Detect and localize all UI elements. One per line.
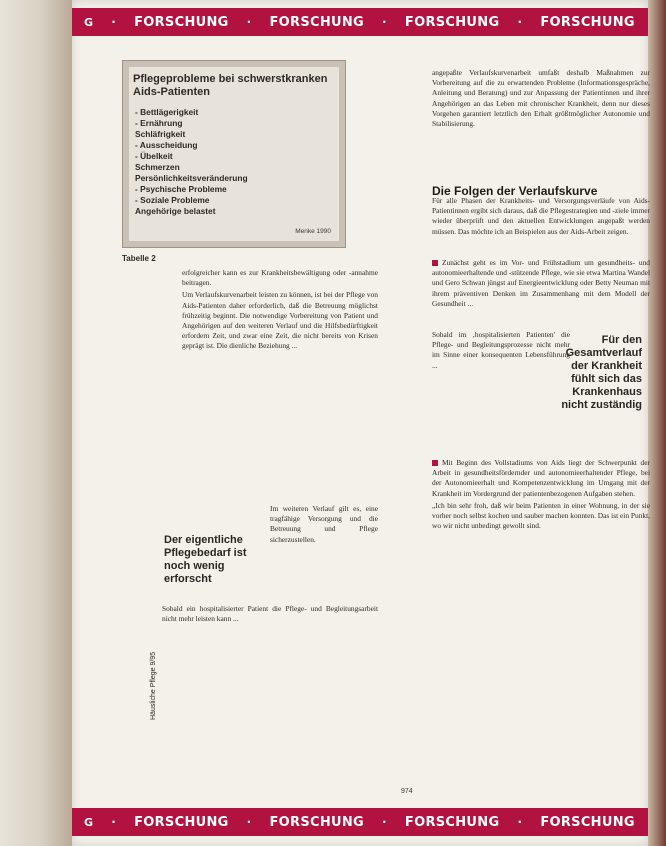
banner-dot-1: · — [111, 15, 117, 29]
top-banner — [72, 8, 648, 36]
document-page — [72, 0, 648, 846]
table-figure-item: Persönlichkeitsveränderung — [135, 173, 248, 183]
table-figure-title: Pflegeprobleme bei schwerstkranken Aids-Patienten — [133, 73, 328, 98]
banner-item-5: FORSCHUNG — [540, 14, 635, 30]
scan-left-edge — [0, 0, 72, 846]
book-right-edge — [648, 0, 666, 846]
left-para-3: Sobald ein hospitalisierter Patient die Pflege- und Begleitungsarbeit nicht mehr leisten kann ... — [162, 604, 378, 624]
bottom-banner-dot-3: · — [382, 815, 387, 829]
pull-quote-right: Für den Gesamtverlauf der Krankheit fühlt sich das Krankenhaus nicht zuständig — [561, 334, 642, 411]
left-para-2: Um Verlaufskurvenarbeit leisten zu können, ist bei der Pflege von Aids-Patienten daher erforderlich, daß die Betreuung möglichst frühzeitig beginnt. Die notwendige Vorbereitung von Patient und Angehörigen auf den weiteren Verlauf und die Hilfsbedürftigkeit erfordern Zeit, und zwar eine Zeit, die nicht bereits von Krisen geprägt ist. Die dienliche Beziehung ... — [182, 290, 378, 351]
right-column-text-1 — [432, 196, 650, 239]
banner-item-3: FORSCHUNG — [269, 14, 365, 30]
bottom-banner-dot-4: · — [517, 815, 523, 829]
right-para-4-text: Mit Beginn des Vollstadiums von Aids liegt der Schwerpunkt der Arbeit in gesundheitsfördernder und autonomieerhaltender Pflege, bei der Autonomieerhalt und Kompetenzentwicklung im Umgang mit der Krankheit im Vordergrund der patientenbezogenen Aufgaben stehen. — [432, 458, 650, 498]
table-figure-item: Angehörige belastet — [135, 206, 216, 216]
right-para-5: „Ich bin sehr froh, daß wir beim Patienten in einer Wohnung, in der sie vorher noch selbst kochen und sauber machen konnten. Das ist ein Punkt, wo wir nicht unbedingt gewollt sind. — [432, 500, 650, 531]
table-figure-item: Schläfrigkeit — [135, 129, 186, 139]
table-figure-source: Menke 1990 — [295, 228, 331, 235]
right-column-intro — [432, 68, 650, 131]
table-figure-list — [135, 107, 325, 217]
table-figure-item: Schmerzen — [135, 162, 180, 172]
table-figure-item: - Ernährung — [135, 118, 183, 128]
bullet-square-icon — [432, 460, 438, 466]
bottom-banner-item-1: G — [84, 815, 94, 829]
table-figure-item: - Soziale Probleme — [135, 195, 210, 205]
page-number: 974 — [401, 788, 413, 795]
right-para-4 — [432, 458, 650, 499]
table-figure-item: - Psychische Probleme — [135, 184, 227, 194]
banner-item-2: FORSCHUNG — [134, 14, 229, 30]
left-column-text-2 — [162, 604, 378, 626]
right-intro-para: angepaßte Verlaufskurvenarbeit umfaßt deshalb Maßnahmen zur Vorbereitung auf die zu erwartenden Probleme (Informationsgespräche, Anleitung und Beratung) und zur Anpassung der Patientinnen und ihrer Angehörigen an das Leben mit chronischer Krankheit, denn nur dieses Vorgehen garantiert letztlich den Erhalt größtmöglicher Autonomie und Stabilisierung. — [432, 68, 650, 129]
bottom-banner-item-3: FORSCHUNG — [269, 814, 365, 830]
banner-dot-3: · — [382, 15, 387, 29]
table-figure-item: - Bettlägerigkeit — [135, 107, 199, 117]
banner-dot-4: · — [517, 15, 523, 29]
right-para-2-text: Zunächst geht es im Vor- und Frühstadium um gesundheits- und autonomieerhaltende und -stützende Pflege, wie sie etwa Martina Wandel und Gero Schwan jüngst auf Energieentwicklung oder Betty Neuman mit ihrem präventiven Denken im Zusammenhang mit dem Modell der Gesundheit ... — [432, 258, 650, 308]
right-para-1: Für alle Phasen der Krankheits- und Versorgungsverläufe von Aids-Patientinnen ergibt sich daraus, daß die Pflegestrategien und -ziele immer wieder überprüft und den aktuellen Entwicklungen angepaßt werden müssen. Das möchte ich an Beispielen aus der Aids-Arbeit zeigen. — [432, 196, 650, 236]
table-caption: Tabelle 2 — [122, 254, 156, 263]
section-heading: Die Folgen der Verlaufskurve — [432, 184, 598, 198]
bottom-banner-item-2: FORSCHUNG — [134, 814, 229, 830]
left-mid-para: Im weiteren Verlauf gilt es, eine tragfähige Versorgung und die Betreuung und Pflege sicherzustellen. — [270, 504, 378, 544]
bottom-banner-item-4: FORSCHUNG — [404, 814, 500, 830]
left-para-1: erfolgreicher kann es zur Krankheitsbewältigung oder -annahme beitragen. — [182, 268, 378, 288]
table-figure-item: - Übelkeit — [135, 151, 173, 161]
bottom-banner-dot-1: · — [111, 815, 117, 829]
left-column-mid-text — [270, 504, 378, 547]
journal-vertical-label: Häusliche Pflege 9/95 — [150, 651, 157, 720]
bottom-banner-item-5: FORSCHUNG — [540, 814, 635, 830]
banner-item-4: FORSCHUNG — [404, 14, 500, 30]
bottom-banner — [72, 808, 648, 836]
right-column-text-4 — [432, 458, 650, 533]
bottom-banner-dot-2: · — [246, 815, 252, 829]
banner-item-1: G — [84, 15, 94, 29]
pull-quote-left: Der eigentliche Pflegebedarf ist noch wenig erforscht — [164, 534, 247, 585]
banner-dot-2: · — [246, 15, 252, 29]
table-figure-item: - Ausscheidung — [135, 140, 198, 150]
right-column-text-2 — [432, 258, 650, 311]
right-para-3: Sobald im ‚hospitalisierten Patienten' die Pflege- und Begleitungsprozesse nicht mehr im Sinne einer konsequenten Lebensführung ... — [432, 330, 570, 370]
bullet-square-icon — [432, 260, 438, 266]
table-figure — [122, 60, 346, 248]
right-para-2 — [432, 258, 650, 309]
left-column-text-1 — [182, 268, 378, 354]
